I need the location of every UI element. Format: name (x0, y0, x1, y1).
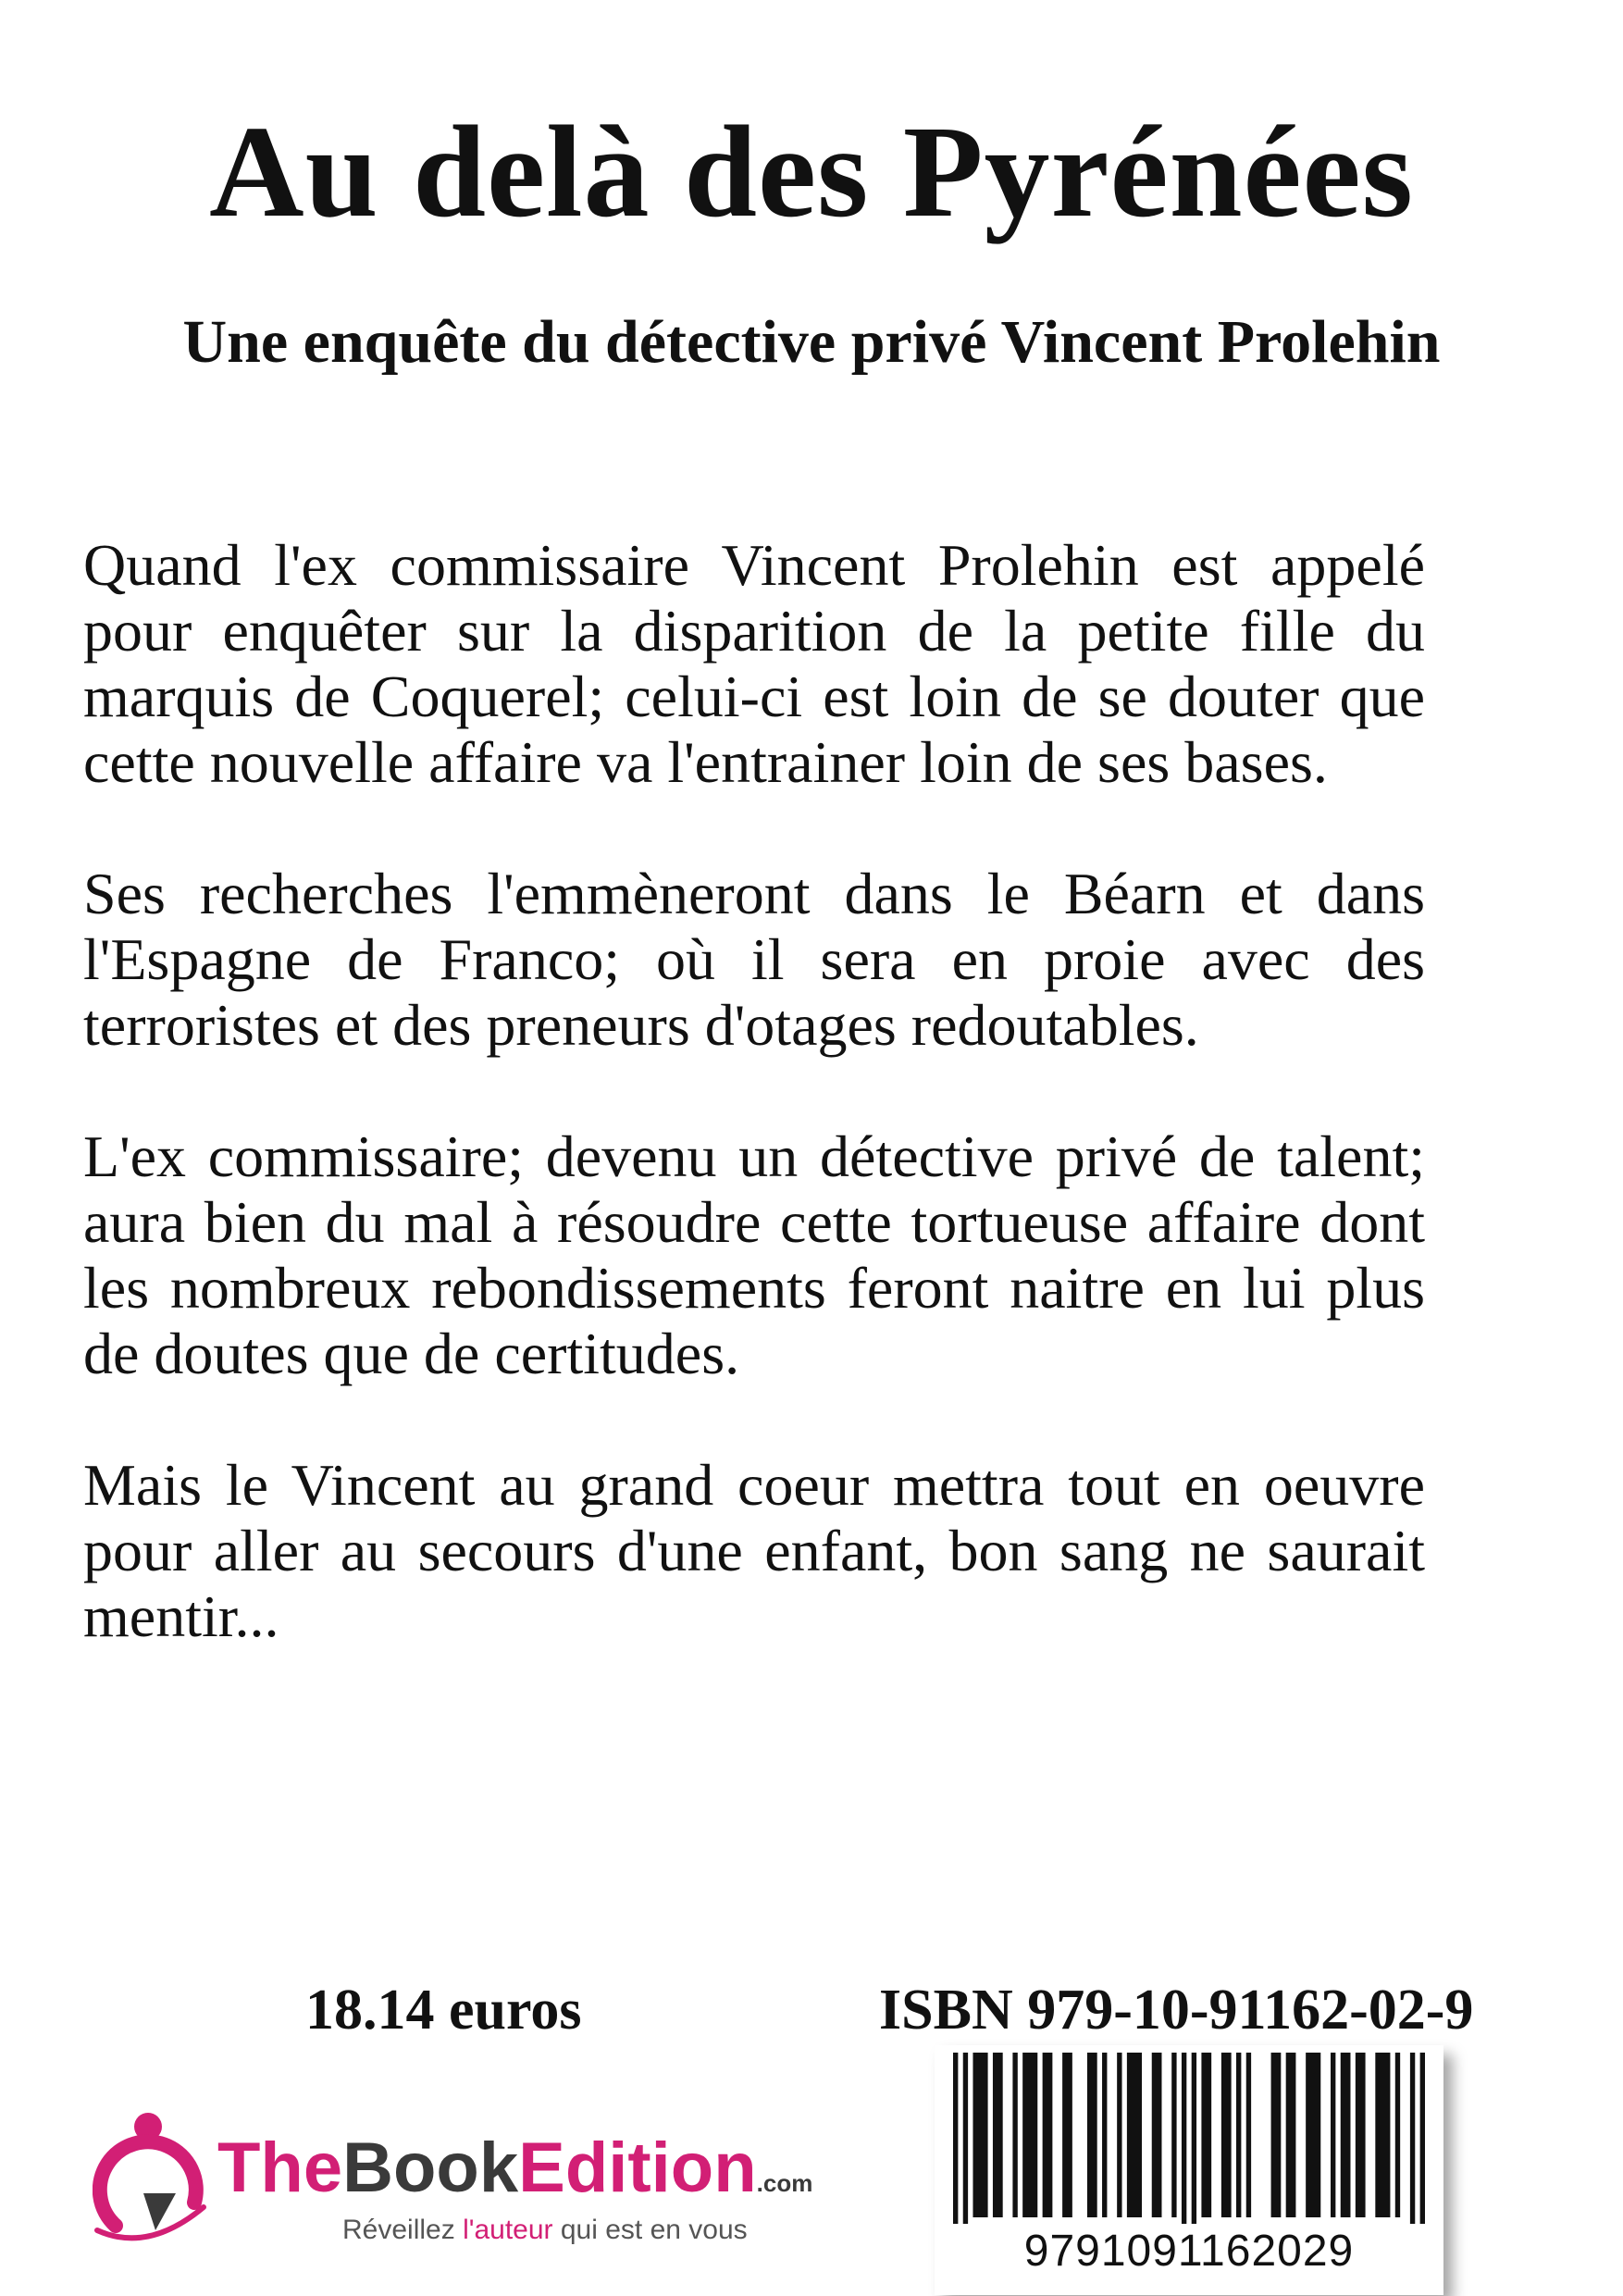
tagline-start: Réveillez (342, 2215, 464, 2245)
barcode-bar (1043, 2053, 1053, 2217)
barcode-bar (1410, 2053, 1415, 2224)
barcode-bar (1331, 2053, 1335, 2217)
summary-paragraph-2: Ses recherches l'emmèneront dans le Béarn et dans l'Espagne de Franco; où il sera en proie avec des terroristes et des preneurs d'otages redoutables. (83, 861, 1425, 1058)
barcode-bar (1236, 2053, 1241, 2217)
barcode-bar (1127, 2053, 1142, 2217)
barcode-bar (1271, 2053, 1282, 2217)
barcode-bar (973, 2053, 987, 2217)
publisher-name-edition: Edition (518, 2128, 757, 2207)
barcode-bar (1102, 2053, 1107, 2217)
barcode-bar (1286, 2053, 1296, 2217)
publisher-name-domain: .com (756, 2169, 813, 2197)
book-price: 18.14 euros (305, 1979, 582, 2042)
barcode-bar (1171, 2053, 1176, 2217)
barcode-bar (1062, 2053, 1072, 2217)
barcode-bars (953, 2053, 1425, 2224)
summary-paragraph-4: Mais le Vincent au grand coeur mettra tout en oeuvre pour aller au secours d'une enfant, bon sang ne saurait mentir... (83, 1452, 1425, 1649)
barcode-bar (1395, 2053, 1400, 2217)
publisher-name (217, 2127, 812, 2225)
back-cover-summary (83, 532, 1425, 1715)
barcode-bar (1375, 2053, 1390, 2217)
tagline-end: qui est en vous (552, 2215, 748, 2245)
barcode-bar (963, 2053, 968, 2224)
barcode-bar (1221, 2053, 1232, 2217)
book-subtitle: Une enquête du détective privé Vincent Prolehin (182, 308, 1441, 376)
barcode-bar (1341, 2053, 1351, 2217)
barcode-bar (1012, 2053, 1017, 2217)
barcode-bar (1087, 2053, 1097, 2217)
barcode-bar (993, 2053, 1003, 2217)
publisher-tagline (342, 2214, 748, 2247)
barcode-bar (1022, 2053, 1037, 2217)
book-title: Au delà des Pyrénées (209, 98, 1414, 244)
summary-paragraph-3: L'ex commissaire; devenu un détective privé de talent; aura bien du mal à résoudre cette tortueuse affaire dont les nombreux rebondissements feront naitre en lui plus de doutes que de certitudes. (83, 1123, 1425, 1386)
barcode-bar (1306, 2053, 1320, 2217)
barcode-digits: 9791091162029 (1023, 2227, 1355, 2276)
publisher-name-book: Book (342, 2128, 519, 2207)
barcode-bar (1192, 2053, 1196, 2224)
barcode-bar (1246, 2053, 1251, 2217)
publisher-name-the: The (217, 2128, 343, 2207)
publisher-mark-icon (93, 2091, 213, 2267)
isbn-label: ISBN 979-10-91162-02-9 (879, 1979, 1474, 2042)
barcode-bar (1117, 2053, 1121, 2217)
summary-paragraph-1: Quand l'ex commissaire Vincent Prolehin est appelé pour enquêter sur la disparition de la petite fille du marquis de Coquerel; celui-ci est loin de se douter que cette nouvelle affaire va l'entrainer loin de ses bases. (83, 532, 1425, 795)
barcode-bar (1420, 2053, 1425, 2224)
barcode-bar (1356, 2053, 1366, 2217)
barcode-bar (953, 2053, 958, 2224)
tagline-highlight: l'auteur (463, 2215, 553, 2245)
barcode-bar (1152, 2053, 1162, 2217)
barcode-bar (1201, 2053, 1211, 2217)
publisher-logo (93, 2091, 851, 2277)
isbn-barcode (935, 2045, 1443, 2295)
barcode-bar (1182, 2053, 1186, 2224)
